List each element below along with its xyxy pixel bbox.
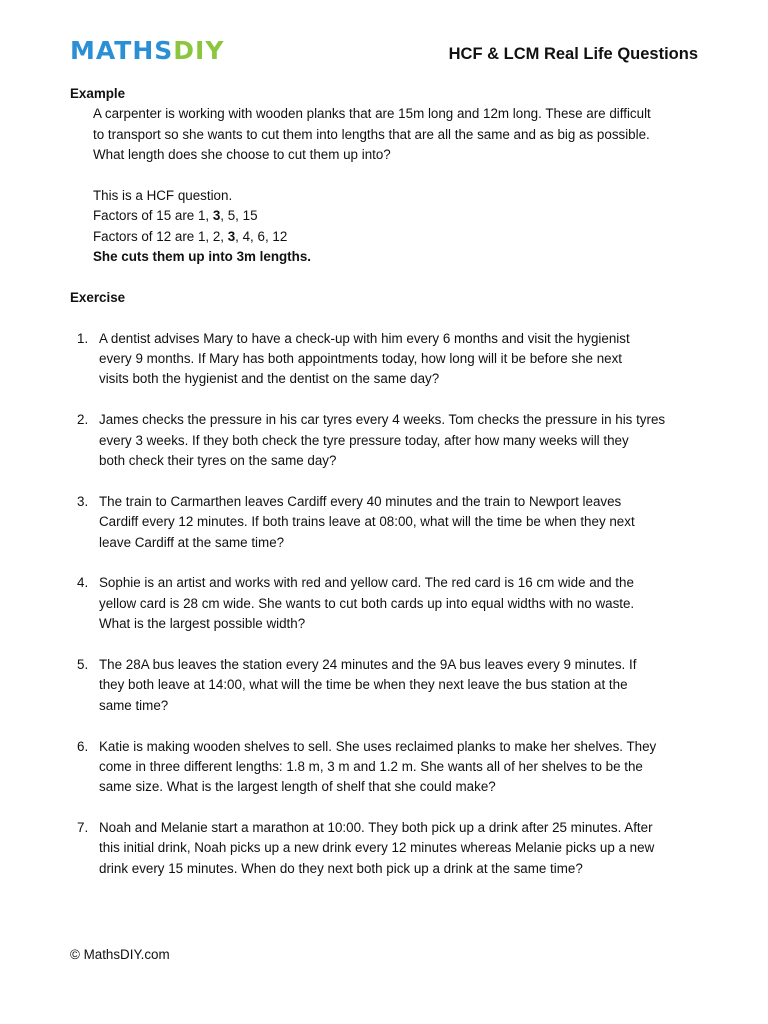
question-number: 7.	[77, 820, 89, 836]
exercise-heading: Exercise	[70, 289, 126, 305]
logo-text-ma: MA	[70, 36, 115, 65]
question-line: same size. What is the largest length of shelf that she could make?	[99, 779, 496, 795]
question-line: visits both the hygienist and the dentist on the same day?	[99, 371, 440, 387]
question-line: A dentist advises Mary to have a check-up with him every 6 months and visit the hygienist	[99, 330, 630, 346]
question-line: come in three different lengths: 1.8 m, 3 m and 1.2 m. She wants all of her shelves to be the	[99, 758, 643, 774]
question-line: Katie is making wooden shelves to sell. She uses reclaimed planks to make her shelves. They	[99, 738, 657, 754]
question-line: Sophie is an artist and works with red and yellow card. The red card is 16 cm wide and the	[99, 575, 634, 591]
factors-12-common: 3	[227, 228, 236, 244]
question-number: 3.	[77, 493, 89, 509]
question-line: both check their tyres on the same day?	[99, 453, 337, 469]
question-4	[70, 573, 710, 634]
example-text-line: A carpenter is working with wooden planks that are 15m long and 12m long. These are difficult	[93, 106, 651, 122]
question-2	[70, 410, 710, 471]
question-number: 2.	[77, 412, 89, 428]
factors-of-15	[70, 206, 710, 226]
example-answer	[70, 247, 710, 267]
question-line: James checks the pressure in his car tyres every 4 weeks. Tom checks the pressure in his tyres	[99, 412, 666, 428]
question-number: 4.	[77, 575, 89, 591]
factors-of-12	[70, 227, 710, 247]
solution-intro: This is a HCF question.	[93, 187, 233, 203]
question-3	[70, 492, 710, 553]
factors-12-text: Factors of 12 are 1, 2,	[93, 228, 228, 244]
factors-15-text: Factors of 15 are 1,	[93, 208, 213, 224]
factors-15-rest: , 5, 15	[220, 208, 258, 224]
question-number: 5.	[77, 656, 89, 672]
page-title: HCF & LCM Real Life Questions	[448, 45, 698, 63]
question-line: The train to Carmarthen leaves Cardiff every 40 minutes and the train to Newport leaves	[99, 493, 622, 509]
logo-text-ths: THS	[114, 36, 174, 65]
question-6	[70, 737, 710, 798]
example-answer-text: She cuts them up into 3m lengths.	[93, 249, 311, 265]
question-line: same time?	[99, 697, 169, 713]
question-line: What is the largest possible width?	[99, 616, 306, 632]
question-1	[70, 329, 710, 390]
factors-15-common: 3	[212, 208, 221, 224]
question-number: 6.	[77, 738, 89, 754]
example-heading: Example	[70, 86, 126, 101]
worksheet-content	[70, 84, 710, 879]
question-line: drink every 15 minutes. When do they next both pick up a drink at the same time?	[99, 860, 583, 876]
question-line: leave Cardiff at the same time?	[99, 534, 285, 550]
factors-12-rest: , 4, 6, 12	[235, 228, 288, 244]
question-line: they both leave at 14:00, what will the time be when they next leave the bus station at the	[99, 677, 628, 693]
question-line: Cardiff every 12 minutes. If both trains leave at 08:00, what will the time be when they next	[99, 514, 635, 530]
mathsdiy-logo	[70, 38, 224, 63]
copyright-footer: © MathsDIY.com	[70, 947, 170, 962]
question-line: every 3 weeks. If they both check the tyre pressure today, after how many weeks will they	[99, 432, 629, 448]
example-text-line: What length does she choose to cut them up into?	[93, 147, 391, 163]
question-line: yellow card is 28 cm wide. She wants to cut both cards up into equal widths with no waste.	[99, 595, 635, 611]
question-line: every 9 months. If Mary has both appointments today, how long will it be before she next	[99, 351, 623, 367]
question-line: Noah and Melanie start a marathon at 10:00. They both pick up a drink after 25 minutes. After	[99, 820, 653, 836]
example-text-line: to transport so she wants to cut them into lengths that are all the same and as big as possible.	[93, 126, 650, 142]
question-line: this initial drink, Noah picks up a new drink every 12 minutes whereas Melanie picks up a new	[99, 840, 655, 856]
question-line: The 28A bus leaves the station every 24 minutes and the 9A bus leaves every 9 minutes. If	[99, 656, 637, 672]
question-number: 1.	[77, 330, 89, 346]
question-7	[70, 818, 710, 879]
question-5	[70, 655, 710, 716]
logo-text-diy: DIY	[173, 36, 225, 65]
